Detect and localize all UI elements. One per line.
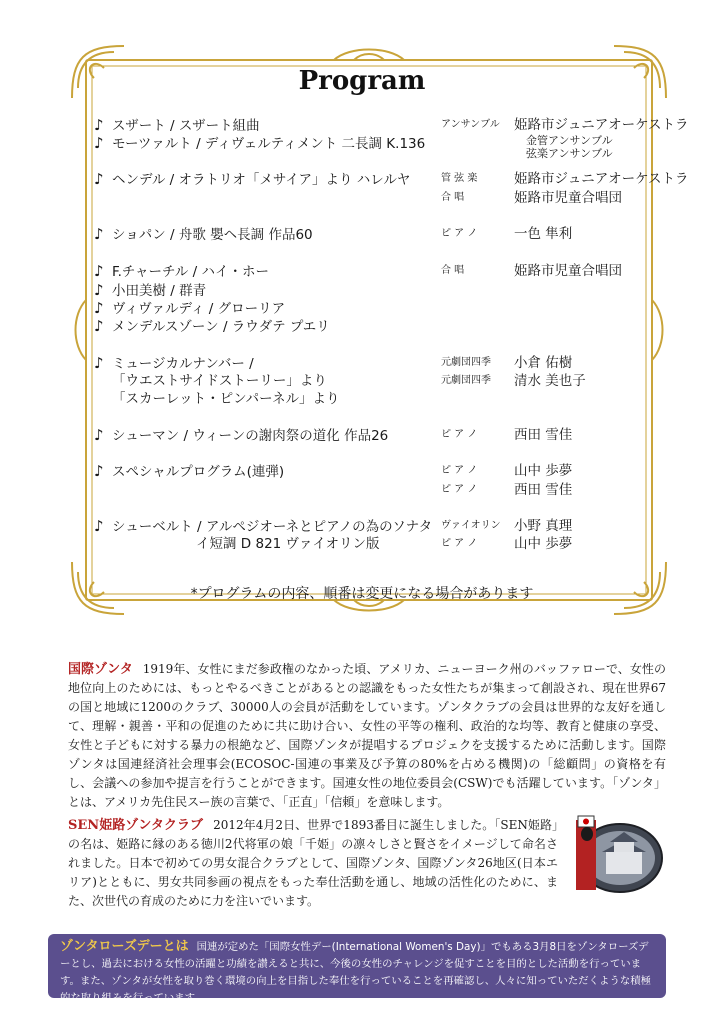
- music-note-icon: ♪: [94, 426, 104, 444]
- program-piece: [112, 390, 339, 408]
- zonta-heading: 国際ゾンタ: [68, 662, 133, 677]
- piece-title: ヴィヴァルディ / グローリア: [112, 301, 286, 317]
- piece-title: メンデルスゾーン / ラウダテ プエリ: [112, 319, 330, 335]
- piece-title: ヘンデル / オラトリオ「メサイア」より ハレルヤ: [112, 172, 411, 188]
- sen-himeji-emblem: [570, 812, 666, 896]
- sen-heading: SEN姫路ゾンタクラブ: [68, 818, 204, 833]
- piece-title: モーツァルト / ディヴェルティメント 二長調 K.136: [112, 136, 426, 152]
- program-piece: [94, 462, 284, 481]
- performer-role: 合 唱: [441, 265, 465, 276]
- sen-section: [68, 816, 558, 911]
- piece-title: 「ウエストサイドストーリー」より: [112, 373, 327, 389]
- music-note-icon: ♪: [94, 225, 104, 243]
- performer-role: アンサンブル: [441, 119, 500, 130]
- performer-name: 山中 歩夢: [514, 536, 573, 552]
- program-title: Program: [298, 66, 426, 96]
- program-piece: [94, 299, 285, 318]
- program-piece: [196, 535, 380, 553]
- performer-role: 管 弦 楽: [441, 173, 478, 184]
- performer-name: 弦楽アンサンブル: [526, 147, 613, 160]
- performer-name: 小野 真理: [514, 518, 573, 534]
- zonta-section: [68, 660, 666, 812]
- performer-name: 姫路市ジュニアオーケストラ: [514, 117, 689, 133]
- program-piece: [94, 281, 206, 300]
- music-note-icon: ♪: [94, 517, 104, 535]
- performer-name: 西田 雪佳: [514, 482, 573, 498]
- music-note-icon: ♪: [94, 170, 104, 188]
- piece-title: F.チャーチル / ハイ・ホー: [112, 264, 269, 280]
- music-note-icon: ♪: [94, 134, 104, 152]
- program-piece: [94, 170, 410, 189]
- music-note-icon: ♪: [94, 262, 104, 280]
- program-change-note: *プログラムの内容、順番は変更になる場合があります: [190, 586, 534, 602]
- performer-name: 姫路市児童合唱団: [514, 190, 622, 206]
- program-piece: [94, 225, 313, 244]
- performer-role: 合 唱: [441, 192, 465, 203]
- program-piece: [94, 116, 260, 135]
- performer-role: ピ ア ノ: [441, 429, 478, 440]
- performer-name: 姫路市ジュニアオーケストラ: [514, 171, 689, 187]
- zonta-body: 1919年、女性にまだ参政権のなかった頃、アメリカ、ニューヨーク州のバッファローで、女性の地位向上のためには、もっとやるべきことがあるとの認識をもった女性たちが集まって創設され、現在世界67の国と地域に1200のクラブ、30000人の会員が活動をしています。ゾンタクラブの会員は世界的な友好を通して、理解・親善・平和の促進のために共に助け合い、女性の平等の権利、政治的な均等、教育と健康の享受、女性と子どもに対する暴力の根絶など、国際ゾンタが提唱するプロジェクを支援するために活動します。国際ゾンタは国連経済社会理事会(ECOSOC-国連の事業及び予算の80%を占める機関)の「総顧問」の資格を有し、会議への参加や提言を行うことができます。国連女性の地位委員会(CSW)でも活躍しています。「ゾンタ」とは、アメリカ先住民スー族の言葉で、「正直」「信頼」を意味します。: [68, 662, 666, 809]
- program-piece: [94, 354, 254, 373]
- castle-emblem-icon: [570, 812, 666, 896]
- performer-role: 元劇団四季: [441, 375, 491, 386]
- program-piece: [94, 317, 330, 336]
- performer-name: 清水 美也子: [514, 373, 586, 389]
- piece-title: スペシャルプログラム(連弾): [112, 464, 285, 480]
- program-piece: [94, 134, 425, 153]
- performer-name: 山中 歩夢: [514, 463, 573, 479]
- piece-title: 「スカーレット・ピンパーネル」より: [112, 391, 340, 407]
- music-note-icon: ♪: [94, 462, 104, 480]
- music-note-icon: ♪: [94, 299, 104, 317]
- piece-title: ショパン / 舟歌 嬰ヘ長調 作品60: [112, 227, 313, 243]
- performer-role: ヴァイオリン: [441, 520, 501, 531]
- piece-title: スザート / スザート組曲: [112, 118, 260, 134]
- program-piece: [112, 372, 327, 390]
- piece-title: ミュージカルナンバー /: [112, 356, 254, 372]
- program-piece: [94, 517, 432, 536]
- performer-role: ピ ア ノ: [441, 538, 478, 549]
- performer-name: 姫路市児童合唱団: [514, 263, 622, 279]
- music-note-icon: ♪: [94, 281, 104, 299]
- rose-day-heading: ゾンタローズデーとは: [60, 939, 189, 954]
- program-piece: [94, 262, 269, 281]
- rose-day-body: 国連が定めた「国際女性デー(International Women's Day)」でもある3月8日をゾンタローズデーとし、過去における女性の活躍と功績を讃えると共に、今後の女性のチャレンジを促すことを目的とした活動を行っています。また、ゾンタが女性を取り巻く環境の向上を目指した奉仕を行っていることを再確認し、人々に知っていただくような積極的な取り組みを行っています。: [60, 941, 652, 1004]
- performer-name: 一色 隼利: [514, 226, 573, 242]
- music-note-icon: ♪: [94, 317, 104, 335]
- music-note-icon: ♪: [94, 116, 104, 134]
- music-note-icon: ♪: [94, 354, 104, 372]
- performer-role: ピ ア ノ: [441, 228, 478, 239]
- rose-day-box: [48, 934, 666, 1004]
- piece-title: イ短調 D 821 ヴァイオリン版: [196, 536, 380, 552]
- piece-title: 小田美樹 / 群青: [112, 283, 207, 299]
- performer-role: ピ ア ノ: [441, 465, 478, 476]
- performer-name: 小倉 佑樹: [514, 355, 573, 371]
- performer-name: 金管アンサンブル: [526, 134, 613, 147]
- performer-role: ピ ア ノ: [441, 484, 478, 495]
- sen-body: 2012年4月2日、世界で1893番目に誕生しました。「SEN姫路」の名は、姫路に縁のある徳川2代将軍の娘「千姫」の凛々しさと賢さをイメージして命名されました。日本で初めての男女混合クラブとして、国際ゾンタ、国際ゾンタ26地区(日本エリア)とともに、男女共同参画の視点をもった奉仕活動を通し、地域の活性化のために、また、次世代の育成のために力を注いでいます。: [68, 818, 558, 908]
- piece-title: シューベルト / アルペジオーネとピアノの為のソナタ: [112, 519, 433, 535]
- program-piece: [94, 426, 388, 445]
- piece-title: シューマン / ウィーンの謝肉祭の道化 作品26: [112, 428, 389, 444]
- performer-role: 元劇団四季: [441, 357, 491, 368]
- performer-name: 西田 雪佳: [514, 427, 573, 443]
